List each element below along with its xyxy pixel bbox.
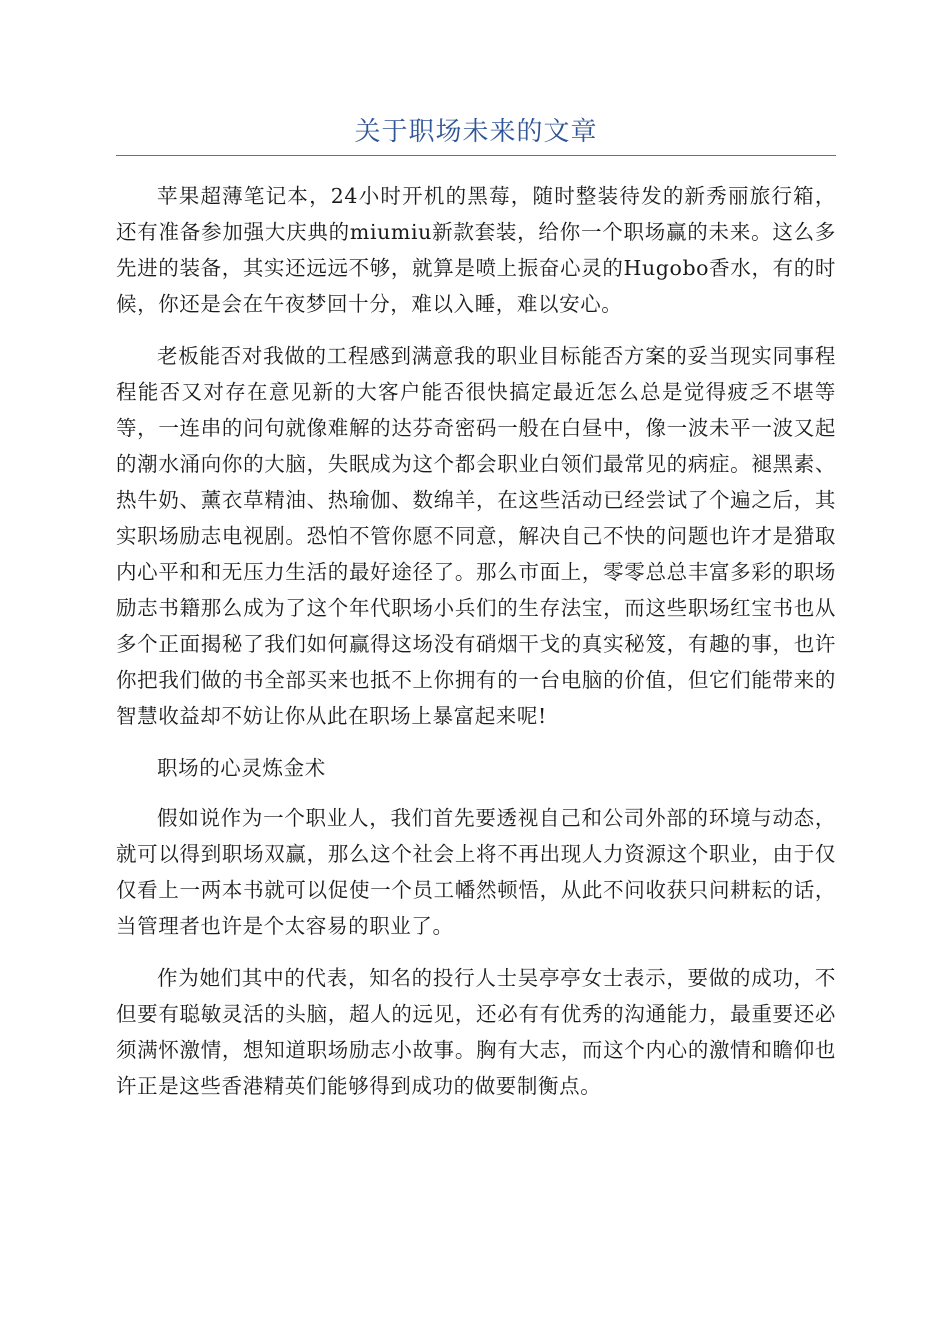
document-title: 关于职场未来的文章 xyxy=(354,117,598,147)
document-page xyxy=(116,0,836,1120)
paragraph-representative: 作为她们其中的代表，知名的投行人士吴亭亭女士表示，要做的成功，不但要有聪敏灵活的头脑，超人的远见，还必有有优秀的沟通能力，最重要还必须满怀激情，想知道职场励志小故事。胸有大志，而这个内心的激情和瞻仰也许正是这些香港精英们能够得到成功的做要制衡点。 xyxy=(116,966,836,1098)
document-body xyxy=(116,178,836,1104)
section-heading: 职场的心灵炼金术 xyxy=(157,756,326,780)
paragraph-insomnia: 老板能否对我做的工程感到满意我的职业目标能否方案的妥当现实同事程程能否又对存在意见新的大客户能否很快搞定最近怎么总是觉得疲乏不堪等等，一连串的问句就像难解的达芬奇密码一般在白昼中，像一波未平一波又起的潮水涌向你的大脑，失眠成为这个都会职业白领们最常见的病症。褪黑素、热牛奶、薰衣草精油、热瑜伽、数绵羊，在这些活动已经尝试了个遍之后，其实职场励志电视剧。恐怕不管你愿不同意，解决自己不快的问题也许才是猎取内心平和和无压力生活的最好途径了。那么市面上，零零总总丰富多彩的职场励志书籍那么成为了这个年代职场小兵们的生存法宝，而这些职场红宝书也从多个正面揭秘了我们如何赢得这场没有硝烟干戈的真实秘笈，有趣的事，也许你把我们做的书全部买来也抵不上你拥有的一台电脑的价值，但它们能带来的智慧收益却不妨让你从此在职场上暴富起来呢! xyxy=(116,344,836,728)
title-underline xyxy=(116,155,836,156)
paragraph-intro: 苹果超薄笔记本，24小时开机的黑莓，随时整装待发的新秀丽旅行箱，还有准备参加强大庆典的miumiu新款套装，给你一个职场赢的未来。这么多先进的装备，其实还远远不够，就算是喷上振奋心灵的Hugobo香水，有的时候，你还是会在午夜梦回十分，难以入睡，难以安心。 xyxy=(116,184,836,316)
paragraph-self-insight: 假如说作为一个职业人，我们首先要透视自己和公司外部的环境与动态，就可以得到职场双赢，那么这个社会上将不再出现人力资源这个职业，由于仅仅看上一两本书就可以促使一个员工幡然顿悟，从此不问收获只问耕耘的话，当管理者也许是个太容易的职业了。 xyxy=(116,806,836,938)
